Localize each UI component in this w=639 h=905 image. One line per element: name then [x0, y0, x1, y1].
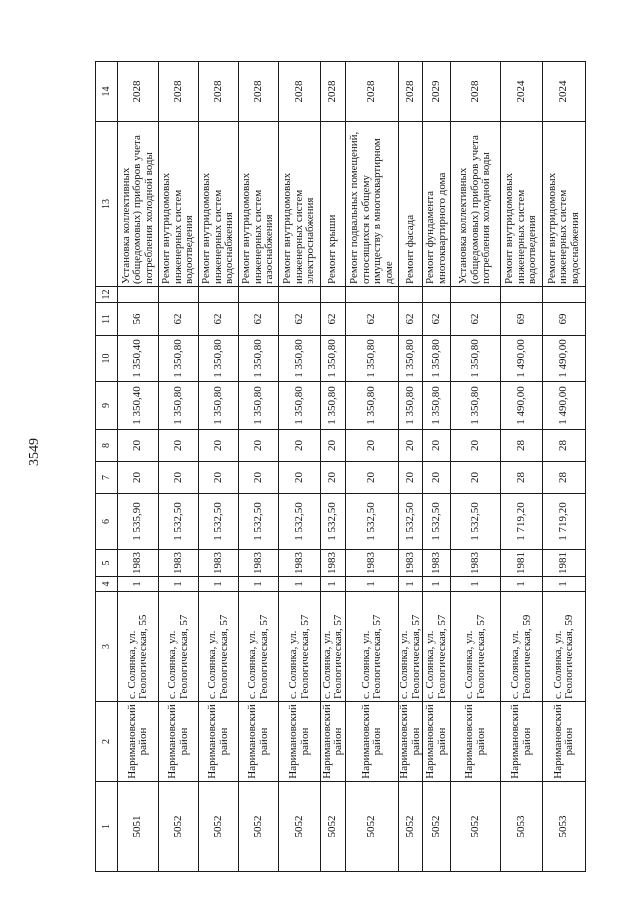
- cell-col-3: с. Солянка, ул. Геологическая, 57: [321, 592, 346, 702]
- cell-col-4: 1: [423, 577, 451, 592]
- cell-col-4: 1: [451, 577, 501, 592]
- cell-col-2: Наримановский район: [239, 702, 279, 782]
- cell-col-7: 20: [279, 462, 321, 494]
- cell-col-10: 1 350,80: [399, 336, 423, 382]
- cell-col-13: Установка коллективных (общедомовых) приборов учета потребления холодной воды: [451, 122, 501, 287]
- cell-col-9: 1 350,80: [423, 382, 451, 430]
- cell-col-11: 62: [199, 303, 239, 336]
- cell-col-12: [159, 287, 199, 303]
- table-row: [321, 62, 346, 872]
- cell-col-2: Наримановский район: [501, 702, 543, 782]
- cell-col-7: 28: [543, 462, 586, 494]
- cell-col-8: 28: [501, 430, 543, 462]
- column-number-row: [96, 62, 118, 872]
- cell-col-9: 1 350,80: [239, 382, 279, 430]
- cell-col-13: Ремонт внутридомовых инженерных систем водоотведения: [501, 122, 543, 287]
- cell-col-12: [279, 287, 321, 303]
- cell-col-8: 20: [118, 430, 159, 462]
- cell-col-10: 1 350,80: [239, 336, 279, 382]
- column-number: 13: [96, 122, 118, 287]
- cell-col-12: [501, 287, 543, 303]
- cell-col-12: [346, 287, 399, 303]
- cell-col-13: Ремонт внутридомовых инженерных систем газоснабжения: [239, 122, 279, 287]
- cell-col-9: 1 350,80: [321, 382, 346, 430]
- cell-col-7: 20: [423, 462, 451, 494]
- cell-col-2: Наримановский район: [279, 702, 321, 782]
- cell-col-5: 1983: [118, 550, 159, 577]
- cell-col-12: [543, 287, 586, 303]
- cell-col-10: 1 350,80: [321, 336, 346, 382]
- cell-col-4: 1: [321, 577, 346, 592]
- cell-col-12: [423, 287, 451, 303]
- cell-col-3: с. Солянка, ул. Геологическая, 57: [346, 592, 399, 702]
- cell-col-3: с. Солянка, ул. Геологическая, 57: [239, 592, 279, 702]
- column-number: 3: [96, 592, 118, 702]
- cell-col-10: 1 490,00: [543, 336, 586, 382]
- cell-col-4: 1: [118, 577, 159, 592]
- cell-col-7: 20: [118, 462, 159, 494]
- cell-col-6: 1 532,50: [346, 494, 399, 550]
- table-row: [451, 62, 501, 872]
- cell-col-2: Наримановский район: [423, 702, 451, 782]
- cell-col-13: Ремонт фасада: [399, 122, 423, 287]
- cell-col-11: 69: [543, 303, 586, 336]
- cell-col-1: 5052: [451, 782, 501, 872]
- cell-col-6: 1 532,50: [321, 494, 346, 550]
- cell-col-11: 62: [399, 303, 423, 336]
- cell-col-3: с. Солянка, ул. Геологическая, 59: [543, 592, 586, 702]
- column-number: 12: [96, 287, 118, 303]
- cell-col-9: 1 350,80: [346, 382, 399, 430]
- cell-col-13: Ремонт крыши: [321, 122, 346, 287]
- table-row: [159, 62, 199, 872]
- cell-col-6: 1 719,20: [543, 494, 586, 550]
- cell-col-6: 1 719,20: [501, 494, 543, 550]
- cell-col-7: 20: [346, 462, 399, 494]
- cell-col-8: 20: [399, 430, 423, 462]
- cell-col-7: 28: [501, 462, 543, 494]
- cell-col-11: 62: [279, 303, 321, 336]
- cell-col-1: 5052: [346, 782, 399, 872]
- cell-col-4: 1: [399, 577, 423, 592]
- cell-col-12: [199, 287, 239, 303]
- cell-col-14: 2028: [239, 62, 279, 122]
- cell-col-9: 1 490,00: [501, 382, 543, 430]
- cell-col-1: 5051: [118, 782, 159, 872]
- cell-col-13: Ремонт фундамента многоквартирного дома: [423, 122, 451, 287]
- cell-col-14: 2028: [199, 62, 239, 122]
- cell-col-14: 2024: [501, 62, 543, 122]
- cell-col-10: 1 350,80: [423, 336, 451, 382]
- cell-col-13: Ремонт внутридомовых инженерных систем водоснабжения: [199, 122, 239, 287]
- cell-col-5: 1983: [399, 550, 423, 577]
- cell-col-7: 20: [199, 462, 239, 494]
- cell-col-1: 5052: [423, 782, 451, 872]
- cell-col-13: Установка коллективных (общедомовых) приборов учета потребления холодной воды: [118, 122, 159, 287]
- column-number: 11: [96, 303, 118, 336]
- cell-col-3: с. Солянка, ул. Геологическая, 57: [279, 592, 321, 702]
- cell-col-14: 2028: [159, 62, 199, 122]
- column-number: 10: [96, 336, 118, 382]
- table-row: [199, 62, 239, 872]
- cell-col-3: с. Солянка, ул. Геологическая, 57: [399, 592, 423, 702]
- cell-col-14: 2028: [399, 62, 423, 122]
- cell-col-9: 1 350,80: [159, 382, 199, 430]
- column-number: 2: [96, 702, 118, 782]
- cell-col-14: 2024: [543, 62, 586, 122]
- cell-col-12: [239, 287, 279, 303]
- table-row: [346, 62, 399, 872]
- cell-col-8: 20: [199, 430, 239, 462]
- cell-col-4: 1: [159, 577, 199, 592]
- cell-col-1: 5053: [543, 782, 586, 872]
- table-row: [279, 62, 321, 872]
- cell-col-13: Ремонт подвальных помещений, относящихся к общему имуществу в многоквартирном доме: [346, 122, 399, 287]
- cell-col-11: 62: [423, 303, 451, 336]
- cell-col-11: 62: [346, 303, 399, 336]
- cell-col-3: с. Солянка, ул. Геологическая, 57: [159, 592, 199, 702]
- cell-col-14: 2029: [423, 62, 451, 122]
- cell-col-6: 1 532,50: [399, 494, 423, 550]
- cell-col-11: 62: [239, 303, 279, 336]
- column-number: 9: [96, 382, 118, 430]
- cell-col-2: Наримановский район: [451, 702, 501, 782]
- column-number: 4: [96, 577, 118, 592]
- cell-col-1: 5052: [159, 782, 199, 872]
- column-number: 7: [96, 462, 118, 494]
- cell-col-3: с. Солянка, ул. Геологическая, 57: [451, 592, 501, 702]
- cell-col-9: 1 350,80: [199, 382, 239, 430]
- cell-col-10: 1 350,80: [199, 336, 239, 382]
- cell-col-10: 1 350,40: [118, 336, 159, 382]
- column-number: 8: [96, 430, 118, 462]
- cell-col-13: Ремонт внутридомовых инженерных систем водоснабжения: [543, 122, 586, 287]
- table-row: [239, 62, 279, 872]
- cell-col-11: 62: [321, 303, 346, 336]
- cell-col-7: 20: [451, 462, 501, 494]
- cell-col-8: 20: [451, 430, 501, 462]
- cell-col-8: 20: [239, 430, 279, 462]
- cell-col-14: 2028: [346, 62, 399, 122]
- cell-col-7: 20: [239, 462, 279, 494]
- cell-col-14: 2028: [321, 62, 346, 122]
- cell-col-4: 1: [279, 577, 321, 592]
- table-row: [543, 62, 586, 872]
- cell-col-5: 1981: [543, 550, 586, 577]
- cell-col-4: 1: [239, 577, 279, 592]
- cell-col-1: 5052: [399, 782, 423, 872]
- cell-col-14: 2028: [118, 62, 159, 122]
- cell-col-7: 20: [321, 462, 346, 494]
- cell-col-12: [451, 287, 501, 303]
- cell-col-6: 1 532,50: [423, 494, 451, 550]
- table-row: [399, 62, 423, 872]
- cell-col-5: 1983: [346, 550, 399, 577]
- cell-col-5: 1983: [451, 550, 501, 577]
- cell-col-6: 1 532,50: [159, 494, 199, 550]
- cell-col-4: 1: [199, 577, 239, 592]
- cell-col-11: 69: [501, 303, 543, 336]
- cell-col-7: 20: [159, 462, 199, 494]
- cell-col-14: 2028: [279, 62, 321, 122]
- cell-col-6: 1 532,50: [239, 494, 279, 550]
- cell-col-1: 5052: [199, 782, 239, 872]
- cell-col-11: 62: [451, 303, 501, 336]
- cell-col-5: 1983: [159, 550, 199, 577]
- cell-col-2: Наримановский район: [159, 702, 199, 782]
- cell-col-3: с. Солянка, ул. Геологическая, 57: [423, 592, 451, 702]
- column-number: 1: [96, 782, 118, 872]
- cell-col-10: 1 350,80: [346, 336, 399, 382]
- table-row: [423, 62, 451, 872]
- cell-col-3: с. Солянка, ул. Геологическая, 59: [501, 592, 543, 702]
- cell-col-5: 1981: [501, 550, 543, 577]
- cell-col-5: 1983: [321, 550, 346, 577]
- cell-col-2: Наримановский район: [399, 702, 423, 782]
- table-row: [501, 62, 543, 872]
- cell-col-6: 1 532,50: [199, 494, 239, 550]
- cell-col-12: [321, 287, 346, 303]
- cell-col-4: 1: [543, 577, 586, 592]
- cell-col-6: 1 532,50: [451, 494, 501, 550]
- cell-col-8: 20: [279, 430, 321, 462]
- cell-col-2: Наримановский район: [118, 702, 159, 782]
- cell-col-10: 1 350,80: [159, 336, 199, 382]
- cell-col-9: 1 350,80: [279, 382, 321, 430]
- cell-col-8: 20: [159, 430, 199, 462]
- cell-col-14: 2028: [451, 62, 501, 122]
- cell-col-8: 20: [346, 430, 399, 462]
- cell-col-9: 1 350,80: [399, 382, 423, 430]
- cell-col-1: 5053: [501, 782, 543, 872]
- cell-col-12: [118, 287, 159, 303]
- cell-col-10: 1 350,80: [279, 336, 321, 382]
- repair-program-table: [95, 61, 586, 872]
- cell-col-12: [399, 287, 423, 303]
- cell-col-9: 1 350,40: [118, 382, 159, 430]
- cell-col-2: Наримановский район: [321, 702, 346, 782]
- cell-col-8: 20: [423, 430, 451, 462]
- cell-col-11: 56: [118, 303, 159, 336]
- cell-col-1: 5052: [321, 782, 346, 872]
- cell-col-5: 1983: [239, 550, 279, 577]
- cell-col-13: Ремонт внутридомовых инженерных систем водоотведения: [159, 122, 199, 287]
- page-number: 3549: [27, 438, 42, 466]
- cell-col-9: 1 490,00: [543, 382, 586, 430]
- cell-col-2: Наримановский район: [346, 702, 399, 782]
- cell-col-2: Наримановский район: [199, 702, 239, 782]
- cell-col-1: 5052: [239, 782, 279, 872]
- cell-col-5: 1983: [279, 550, 321, 577]
- cell-col-4: 1: [346, 577, 399, 592]
- cell-col-11: 62: [159, 303, 199, 336]
- cell-col-4: 1: [501, 577, 543, 592]
- cell-col-7: 20: [399, 462, 423, 494]
- cell-col-10: 1 490,00: [501, 336, 543, 382]
- cell-col-3: с. Солянка, ул. Геологическая, 57: [199, 592, 239, 702]
- cell-col-2: Наримановский район: [543, 702, 586, 782]
- rotated-table-sheet: [95, 62, 585, 872]
- cell-col-8: 20: [321, 430, 346, 462]
- cell-col-9: 1 350,80: [451, 382, 501, 430]
- column-number: 5: [96, 550, 118, 577]
- cell-col-5: 1983: [423, 550, 451, 577]
- column-number: 14: [96, 62, 118, 122]
- cell-col-6: 1 535,90: [118, 494, 159, 550]
- cell-col-1: 5052: [279, 782, 321, 872]
- cell-col-13: Ремонт внутридомовых инженерных систем электроснабжения: [279, 122, 321, 287]
- table-row: [118, 62, 159, 872]
- cell-col-5: 1983: [199, 550, 239, 577]
- cell-col-6: 1 532,50: [279, 494, 321, 550]
- cell-col-10: 1 350,80: [451, 336, 501, 382]
- cell-col-3: с. Солянка, ул. Геологическая, 55: [118, 592, 159, 702]
- cell-col-8: 28: [543, 430, 586, 462]
- column-number: 6: [96, 494, 118, 550]
